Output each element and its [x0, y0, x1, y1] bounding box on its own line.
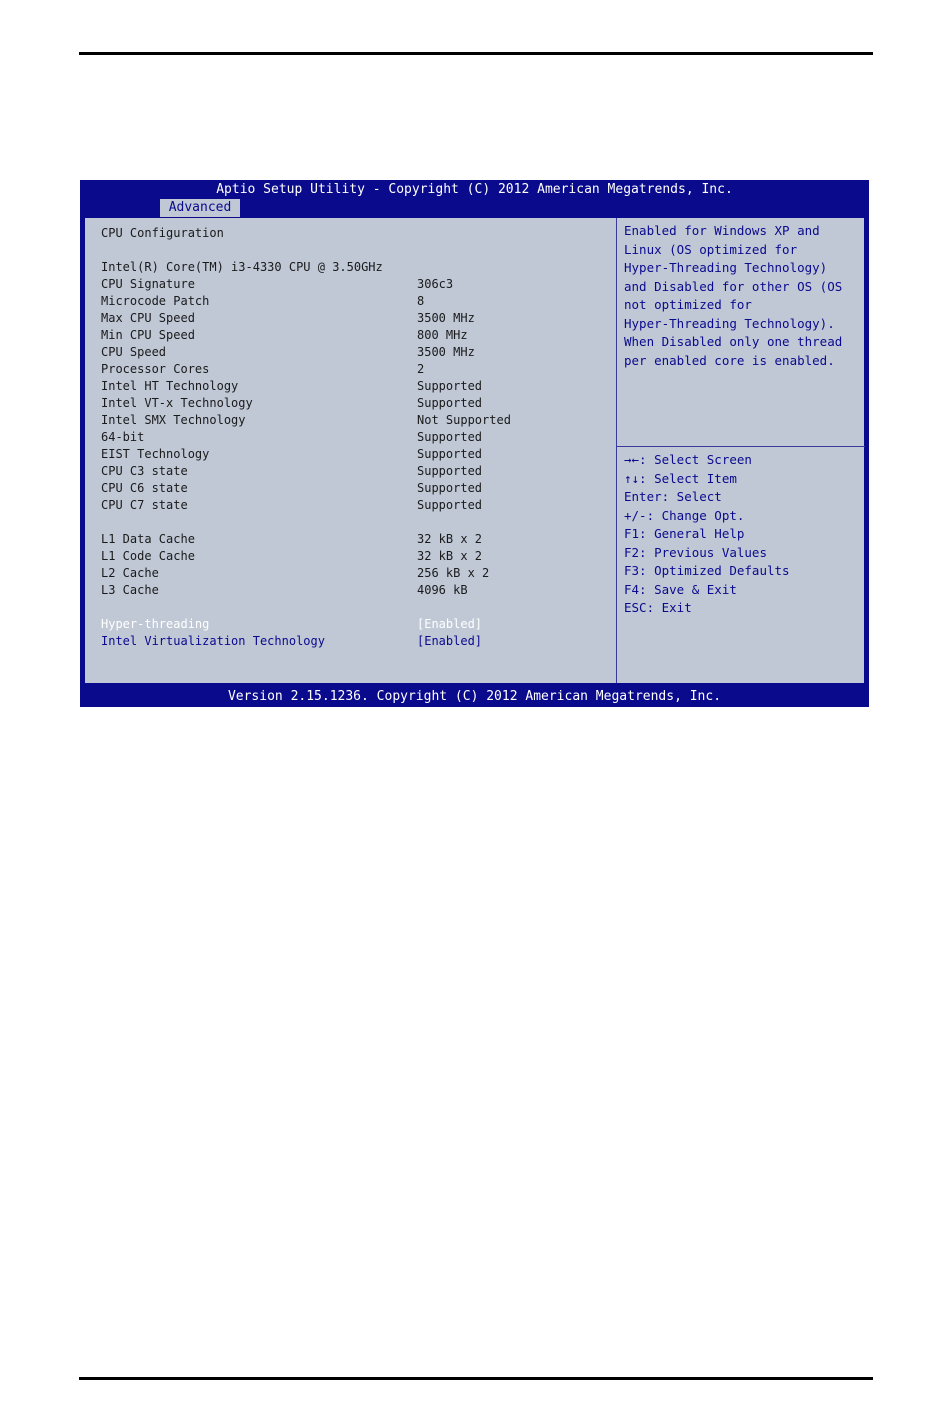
option-intel-virtualization[interactable] — [101, 633, 483, 650]
bios-version-footer: Version 2.15.1236. Copyright (C) 2012 American Megatrends, Inc. — [227, 689, 722, 704]
help-line: Hyper-Threading Technology) — [624, 260, 828, 275]
option-value[interactable]: [Enabled] — [417, 617, 483, 631]
cache-row — [101, 531, 483, 548]
cache-value: 4096 kB — [417, 583, 468, 597]
help-line: and Disabled for other OS (OS — [624, 278, 843, 294]
info-value: Supported — [417, 447, 483, 461]
key-save-exit: F4: Save & Exit — [624, 581, 737, 597]
key-previous-values: F2: Previous Values — [624, 544, 767, 560]
info-value: 306c3 — [417, 277, 454, 291]
key-enter: Enter: Select — [624, 489, 722, 504]
help-box — [617, 218, 865, 447]
cache-label: L3 Cache — [101, 583, 159, 597]
info-row — [101, 429, 483, 446]
info-label: Max CPU Speed — [101, 311, 195, 325]
info-row — [101, 446, 483, 463]
option-label: Hyper-threading — [101, 617, 210, 631]
info-value: 3500 MHz — [417, 311, 475, 325]
info-label: EIST Technology — [101, 447, 210, 461]
info-value: 800 MHz — [417, 328, 468, 342]
info-value: Not Supported — [417, 413, 511, 427]
bios-title: Aptio Setup Utility - Copyright (C) 2012 American Megatrends, Inc. — [216, 182, 733, 197]
info-row — [101, 293, 425, 310]
key-select-screen: →←: Select Screen — [624, 452, 752, 467]
bottom-rule — [79, 1377, 873, 1380]
cache-label: L1 Code Cache — [101, 549, 195, 563]
tab-advanced[interactable]: Advanced — [160, 199, 240, 217]
info-row — [101, 395, 483, 412]
cache-value: 32 kB x 2 — [417, 532, 483, 546]
help-line: per enabled core is enabled. — [624, 352, 835, 368]
info-value: 3500 MHz — [417, 345, 475, 359]
info-label: Intel HT Technology — [101, 379, 239, 393]
top-rule — [79, 52, 873, 55]
section-title: CPU Configuration — [101, 226, 224, 240]
info-value: Supported — [417, 481, 483, 495]
key-optimized-defaults: F3: Optimized Defaults — [624, 563, 790, 578]
info-label: CPU C6 state — [101, 481, 188, 495]
key-esc-exit: ESC: Exit — [624, 600, 692, 615]
info-value: Supported — [417, 379, 483, 393]
main-panel — [85, 218, 616, 683]
cache-label: L1 Data Cache — [101, 532, 195, 546]
info-label: CPU Signature — [101, 277, 195, 291]
info-value: Supported — [417, 396, 483, 410]
info-label: CPU C7 state — [101, 498, 188, 512]
help-line: Enabled for Windows XP and — [624, 223, 820, 238]
info-row — [101, 344, 475, 361]
help-line: not optimized for — [624, 297, 752, 312]
help-line: Hyper-Threading Technology). — [624, 315, 835, 331]
info-label: 64-bit — [101, 430, 145, 444]
cache-row — [101, 548, 483, 565]
key-change-opt: +/-: Change Opt. — [624, 507, 745, 523]
help-line: When Disabled only one thread — [624, 334, 843, 349]
option-hyper-threading[interactable] — [101, 616, 483, 633]
info-label: Intel SMX Technology — [101, 413, 246, 427]
side-panel — [616, 218, 865, 683]
help-line: Linux (OS optimized for — [624, 241, 798, 257]
info-value: Supported — [417, 498, 483, 512]
info-row — [101, 276, 454, 293]
info-label: Processor Cores — [101, 362, 210, 376]
key-select-item: ↑↓: Select Item — [624, 470, 737, 486]
key-general-help: F1: General Help — [624, 526, 745, 541]
info-row — [101, 310, 475, 327]
info-row — [101, 412, 511, 429]
info-row — [101, 480, 483, 497]
info-value: 2 — [417, 362, 425, 376]
info-label: Microcode Patch — [101, 294, 210, 308]
info-label: Intel VT-x Technology — [101, 396, 253, 410]
option-label: Intel Virtualization Technology — [101, 634, 325, 648]
info-value: Supported — [417, 464, 483, 478]
cache-value: 32 kB x 2 — [417, 549, 483, 563]
cache-row — [101, 565, 490, 582]
info-label: Min CPU Speed — [101, 328, 195, 342]
option-value[interactable]: [Enabled] — [417, 634, 483, 648]
info-row — [101, 497, 483, 514]
info-row — [101, 327, 468, 344]
info-row — [101, 463, 483, 480]
info-label: CPU Speed — [101, 345, 167, 359]
key-legend — [617, 447, 865, 683]
info-value: 8 — [417, 294, 425, 308]
cache-value: 256 kB x 2 — [417, 566, 490, 580]
cache-row — [101, 582, 468, 599]
info-label: CPU C3 state — [101, 464, 188, 478]
info-value: Supported — [417, 430, 483, 444]
info-row — [101, 378, 483, 395]
cache-label: L2 Cache — [101, 566, 159, 580]
bios-body — [85, 218, 864, 683]
info-row — [101, 361, 425, 378]
bios-setup-screen — [80, 180, 869, 707]
cpu-name: Intel(R) Core(TM) i3-4330 CPU @ 3.50GHz — [101, 260, 383, 274]
